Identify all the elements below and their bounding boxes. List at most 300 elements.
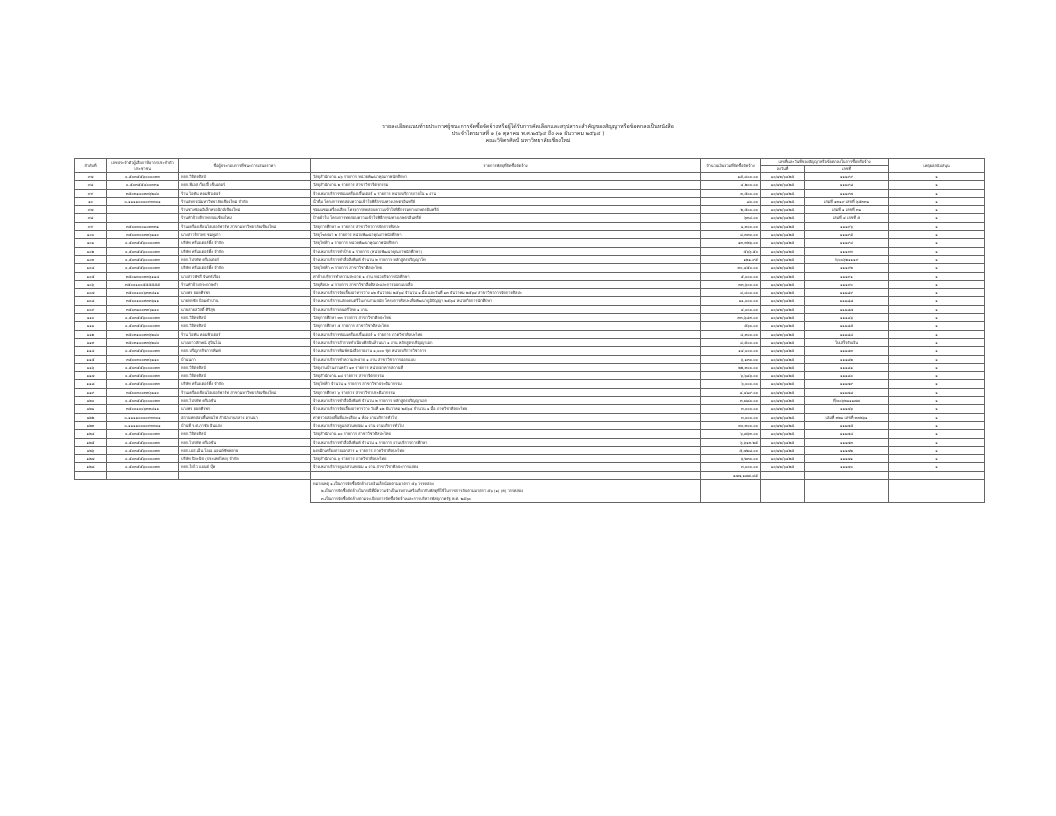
cell-amount: ๖,๗๖๓.๐๐ bbox=[701, 430, 761, 438]
cell-date: ๑๐/๑๒/๖๔๒๕ bbox=[761, 330, 805, 338]
table-row bbox=[75, 289, 985, 297]
cell-no: ๑๑๑ bbox=[75, 322, 107, 330]
cell-no: ๑๒๐ bbox=[75, 397, 107, 405]
table-row bbox=[75, 222, 985, 230]
cell-item: วัสดุสำนักงาน ๑๔ รายการ สาขาจิตรกรรม bbox=[311, 372, 701, 380]
cell-vendor: หจก.ไปรษัท ครีเอชั่น bbox=[179, 438, 311, 446]
col-header-taxid: เลขประจำตัวผู้เสียภาษีอากรประจำตัวประชาชน bbox=[107, 159, 179, 173]
cell-taxid: ๓๕๐๐๓๐๐๓๓๖๑๑๐ bbox=[107, 231, 179, 239]
cell-reason: ๑ bbox=[889, 222, 985, 230]
cell-no: ๑๒๔ bbox=[75, 430, 107, 438]
col-header-amount: จำนวนเงินรวมที่จัดซื้อจัดจ้าง bbox=[701, 159, 761, 173]
cell-item: วัสดุศิลปะ ๔ รายการ สาขาวิชาสื่อศิลปะและการออกแบบสื่อ bbox=[311, 280, 701, 288]
cell-date: ๑๐/๑๒/๖๔๒๕ bbox=[761, 446, 805, 454]
cell-amount: ๔,๔๑๙.๐๐ bbox=[701, 388, 761, 396]
cell-date: ๑๐/๑๒/๖๔๒๕ bbox=[761, 264, 805, 272]
table-row bbox=[75, 347, 985, 355]
cell-reason: ๑ bbox=[889, 305, 985, 313]
cell-no: ๑๒๒ bbox=[75, 413, 107, 421]
cell-amount: ๔,๓๐๐.๐๐ bbox=[701, 330, 761, 338]
cell-no: ๙๙ bbox=[75, 222, 107, 230]
cell-vendor: นางพร ยอดศิรพร bbox=[179, 289, 311, 297]
cell-taxid: ๐-๕๐๓๕๕๖๐๐๐๐๓๓ bbox=[107, 397, 179, 405]
cell-taxid bbox=[107, 214, 179, 222]
cell-reason: ๑ bbox=[889, 272, 985, 280]
cell-vendor: ร้านทำป้ายจีราพรรณเชียงใหม่ bbox=[179, 214, 311, 222]
cell-amount: ๖,๐๐๐.๐๐ bbox=[701, 380, 761, 388]
cell-taxid: ๓๕๐๐๓๐๐๓๓๖๑๑๐ bbox=[107, 355, 179, 363]
table-row bbox=[75, 380, 985, 388]
cell-date: ๑๐/๑๒/๖๔๒๕ bbox=[761, 372, 805, 380]
table-row bbox=[75, 206, 985, 214]
cell-date: ๑๐/๑๒/๖๔๒๕ bbox=[761, 272, 805, 280]
cell-no: ๑๒๕ bbox=[75, 438, 107, 446]
cell-taxid: ๐-๕๐๓๕๕๖๐๐๐๐๓๓ bbox=[107, 430, 179, 438]
cell-date: ๑๐/๑๒/๖๔๒๕ bbox=[761, 181, 805, 189]
cell-date: ๑๐/๑๒/๖๔๒๕ bbox=[761, 173, 805, 181]
cell-no: ๑๐๙ bbox=[75, 305, 107, 313]
col-header-reason: เหตุผลสนับสนุน bbox=[889, 159, 985, 173]
table-row bbox=[75, 214, 985, 222]
cell-refno: ๑๑๑๙๘ bbox=[805, 181, 889, 189]
cell-item: จ้างเหมาบริการทำสื่อสิ่งพิมพ์ จำนวน ๒ รายการ หลักสูตรปริญญาเอก bbox=[311, 397, 701, 405]
cell-reason: ๑ bbox=[889, 322, 985, 330]
note-row bbox=[75, 487, 985, 494]
cell-item: วัสดุงานบ้านงานครัว ๑๓ รายการ หน่วยอาคารสถานที่ bbox=[311, 363, 701, 371]
cell-taxid: ๓๕๐๓๑๐๐๓๓๖๑๑๐ bbox=[107, 305, 179, 313]
cell-item: วัสดุการศึกษา ๕ รายการ สาขาวิชาศิลปะไทย bbox=[311, 322, 701, 330]
cell-no: ๑๑๖ bbox=[75, 363, 107, 371]
cell-date: ๑๐/๑๒/๖๔๒๕ bbox=[761, 438, 805, 446]
cell-item: ผงหมึกเครื่องถ่ายเอกสาร ๑ รายการ ภาควิชาศิลปะไทย bbox=[311, 446, 701, 454]
cell-taxid: ๓๕๐๑๓๐๐๓๓๖๑๑๔ bbox=[107, 272, 179, 280]
table-row bbox=[75, 421, 985, 429]
cell-no: ๑๐๐ bbox=[75, 231, 107, 239]
cell-taxid: ๐-๑๑๑๑๐๐๐๐๙๓๓๐๑ bbox=[107, 197, 179, 205]
cell-amount: ๖,๑๓๐.๐๐ bbox=[701, 355, 761, 363]
cell-item: จ้างเหมาบริการจัดเลี้ยงอาหารว่าง ๑๒ ธันวาคม ๒๕๖๔ จำนวน ๑ มื้อ และวันที่ ๑๓ ธันวาคม ๒๕๖๔ สาขาวิชาการจัดการศิลปะ bbox=[311, 289, 701, 297]
cell-item: จ้างเหมาบริการสำรวจทำเนียบศิลปินล้านนา ๑ งาน หลักสูตรปริญญาเอก bbox=[311, 338, 701, 346]
cell-taxid: ๓๕๐๐๑๐๐๖๓๓๔๑๑ bbox=[107, 289, 179, 297]
cell-no: ๑๑๔ bbox=[75, 347, 107, 355]
cell-reason: ๑ bbox=[889, 206, 985, 214]
table-row bbox=[75, 231, 985, 239]
cell-vendor: ร้านช่างซ่อมอิเล็กทรอนิกส์เชียงใหม่ bbox=[179, 206, 311, 214]
cell-no: ๑๐๘ bbox=[75, 297, 107, 305]
cell-no: ๑๑๒ bbox=[75, 330, 107, 338]
cell-item: จ้างเหมาบริการซ่อมเครื่องปริ้นเตอร์ ๑ รายการ หน่วยบริการภายใน ๑ งาน bbox=[311, 189, 701, 197]
cell-item: วัสดุการศึกษา ๓๓ รายการ สาขาวิชาศิลปะไทย bbox=[311, 314, 701, 322]
cell-refno: ๑๑๑๘๑ bbox=[805, 363, 889, 371]
cell-refno: ๑๑๑๗๔ bbox=[805, 430, 889, 438]
cell-date: ๑๐/๑๒/๖๔๒๕ bbox=[761, 363, 805, 371]
cell-taxid: ๓๕๐๐๑๐๐๓๓๓๖๑๑ bbox=[107, 297, 179, 305]
table-row bbox=[75, 413, 985, 421]
cell-date: ๑๐/๑๒/๖๔๒๕ bbox=[761, 421, 805, 429]
cell-amount: ๓,๕๐๐.๐๐ bbox=[701, 189, 761, 197]
cell-amount: ๘๐.๐๐ bbox=[701, 197, 761, 205]
table-row bbox=[75, 247, 985, 255]
cell-amount: ๕๖๖.๕๐ bbox=[701, 247, 761, 255]
cell-vendor: หจก.เอส.เอ็น.โอเอ.แอนด์ซัพพลาย bbox=[179, 446, 311, 454]
cell-reason: ๑ bbox=[889, 421, 985, 429]
cell-vendor: หจก.วิจิตรศิลป์ bbox=[179, 363, 311, 371]
cell-reason: ๑ bbox=[889, 173, 985, 181]
table-row bbox=[75, 280, 985, 288]
cell-date: ๑๐/๑๒/๖๔๒๕ bbox=[761, 322, 805, 330]
table-row bbox=[75, 446, 985, 454]
table-row bbox=[75, 173, 985, 181]
cell-date: ๑๐/๑๒/๖๔๒๕ bbox=[761, 380, 805, 388]
cell-reason: ๑ bbox=[889, 455, 985, 463]
cell-refno: ๑๑๑๘๖ bbox=[805, 314, 889, 322]
cell-item: จ้างเหมาบริการจัดเลี้ยงอาหารว่าง วันที่ ๑๒ ธันวาคม ๒๕๖๔ จำนวน ๑ มื้อ ภาควิชาศิลปะไทย bbox=[311, 405, 701, 413]
cell-date: ๑๐/๑๒/๖๔๒๕ bbox=[761, 239, 805, 247]
cell-no: ๑๑๓ bbox=[75, 338, 107, 346]
cell-amount: ๕,๐๐๐.๐๐ bbox=[701, 272, 761, 280]
cell-taxid: ๐-๕๐๓๕๕๖๐๐๐๐๓๓ bbox=[107, 446, 179, 454]
cell-item: วัสดุสำนักงาน ๑๐ รายการ สาขาวิชาศิลปะไทย bbox=[311, 430, 701, 438]
cell-no: ๑๒๓ bbox=[75, 421, 107, 429]
cell-date: ๑๐/๑๒/๖๔๒๕ bbox=[761, 297, 805, 305]
cell-no: ๑๒๗ bbox=[75, 455, 107, 463]
cell-refno: ๑๑๑๙๔ bbox=[805, 239, 889, 247]
cell-amount: ๓,๐๐๐.๐๐ bbox=[701, 463, 761, 471]
table-row bbox=[75, 397, 985, 405]
cell-no: ๑๐ bbox=[75, 197, 107, 205]
report-title-line-3: คณะวิจิตรศิลป์ มหาวิทยาลัยเชียงใหม่ bbox=[485, 138, 571, 144]
cell-vendor: นายสายสวัสดิ์ ศิริสุข bbox=[179, 305, 311, 313]
cell-vendor: หจก.วิจิตรศิลป์ bbox=[179, 173, 311, 181]
cell-item: จ้างเหมาบริการทำป้าย ๑ รายการ (หน่วยพัฒนาคุณภาพนักศึกษา) bbox=[311, 247, 701, 255]
cell-refno: เล่มที่ ๓๒๑ เลขที่ ๓๓๒๖๑ bbox=[805, 413, 889, 421]
cell-refno: ๑๑๑๗๙ bbox=[805, 380, 889, 388]
cell-no: ๑๒๖ bbox=[75, 446, 107, 454]
cell-taxid: ๐-๕๐๓๕๕๖๐๐๐๐๓๓ bbox=[107, 247, 179, 255]
cell-no: ๑๐๖ bbox=[75, 280, 107, 288]
cell-date: ๑๐/๑๒/๖๔๒๕ bbox=[761, 388, 805, 396]
cell-amount: ๖,๒๓๐.๐๐ bbox=[701, 455, 761, 463]
table-row bbox=[75, 463, 985, 471]
table-row bbox=[75, 305, 985, 313]
cell-reason: ๑ bbox=[889, 247, 985, 255]
cell-vendor: ร้านเครื่องเขียนไฮเปอร์พาร์ท สาขามหาวิทยาลัยเชียงใหม่ bbox=[179, 388, 311, 396]
cell-no: ๑๑๙ bbox=[75, 388, 107, 396]
cell-amount: ๓๐,๓๐๐.๐๐ bbox=[701, 421, 761, 429]
cell-vendor: บ้านนภา bbox=[179, 355, 311, 363]
cell-no: ๙๘ bbox=[75, 214, 107, 222]
cell-item: น้ำดื่ม โครงการทดสอบความเข้าใจพิธีกรรมทางเกษตรอินทรีย์ bbox=[311, 197, 701, 205]
note-row bbox=[75, 479, 985, 487]
cell-taxid: ๐-๕๐๓๕๕๖๐๐๐๐๓๓ bbox=[107, 173, 179, 181]
cell-taxid: ๓๕๐๐๓๐๐๑๐๓๓๓๑ bbox=[107, 222, 179, 230]
table-row bbox=[75, 264, 985, 272]
cell-item: จ้างเหมาบริการพิมพ์หนังสือรายงาน ๑,๐๐๐ ชุด หน่วยบริการวิชาการ bbox=[311, 347, 701, 355]
cell-reason: ๑ bbox=[889, 388, 985, 396]
cell-refno: เล่มที่ ๑๓๑๙ เลขที่ ๖๕๓๓๑ bbox=[805, 197, 889, 205]
cell-taxid: ๐-๕๐๓๕๕๖๐๐๐๐๓๓ bbox=[107, 255, 179, 263]
cell-vendor: หจก.ปรีญกรกิจการพิมพ์ bbox=[179, 347, 311, 355]
cell-vendor: ร้าน ไอทัน คอมพิวเตอร์ bbox=[179, 189, 311, 197]
cell-item: ค่าตรวจสอบพื้นที่และเสียง ๑ ห้อง งานบริการทั่วไป bbox=[311, 413, 701, 421]
cell-date: ๑๐/๑๒/๖๔๒๕ bbox=[761, 255, 805, 263]
cell-reason: ๑ bbox=[889, 297, 985, 305]
cell-taxid: ๓๕๐๐๓๐๐๓๓๖๑๑๐ bbox=[107, 388, 179, 396]
cell-amount: ๔,๒๐๐.๐๐ bbox=[701, 181, 761, 189]
cell-date: ๑๐/๑๒/๖๔๒๕ bbox=[761, 214, 805, 222]
cell-vendor: ร้าน ไอทัน คอมพิวเตอร์ bbox=[179, 330, 311, 338]
col-header-vendor: ชื่อผู้ประกอบการที่ชนะการเสนอราคา bbox=[179, 159, 311, 173]
cell-reason: ๑ bbox=[889, 231, 985, 239]
cell-taxid: ๓๕๐๐๑๐๐๕๕๕๕๕๕ bbox=[107, 280, 179, 288]
table-body bbox=[75, 173, 985, 472]
cell-amount: ๓,๐๐๐.๐๐ bbox=[701, 413, 761, 421]
cell-refno: ๑๑๑๘๔ bbox=[805, 330, 889, 338]
cell-taxid: ๐-๑๑๑๑๐๐๐๐๙๓๓๐๑ bbox=[107, 413, 179, 421]
cell-date: ๑๐/๑๒/๖๔๒๕ bbox=[761, 222, 805, 230]
col-header-item: รายการพัสดุที่จัดซื้อจัดจ้าง bbox=[311, 159, 701, 173]
cell-item: วัสดุสำนักงาน ๑๖ รายการ หน่วยพัฒนาคุณภาพนักศึกษา bbox=[311, 173, 701, 181]
cell-taxid: ๓๕๐๓๑๐๐๓๓๖๒๔๐ bbox=[107, 338, 179, 346]
cell-refno: ๑๑๑๘๕ bbox=[805, 322, 889, 330]
cell-date: ๑๐/๑๒/๖๔๒๕ bbox=[761, 305, 805, 313]
table-row bbox=[75, 197, 985, 205]
cell-refno: ๑๑๑๘๒ bbox=[805, 355, 889, 363]
cell-date: ๑๐/๑๒/๖๔๒๕ bbox=[761, 247, 805, 255]
cell-refno: ๑๑๑๗๘ bbox=[805, 388, 889, 396]
procurement-table bbox=[74, 158, 985, 503]
cell-reason: ๑ bbox=[889, 397, 985, 405]
cell-taxid: ๐-๕๐๓๕๕๖๐๐๐๐๓๓ bbox=[107, 438, 179, 446]
cell-refno: ก/๐๐๖๒๑๑๑๙ bbox=[805, 255, 889, 263]
cell-date: ๑๐/๑๒/๖๔๒๕ bbox=[761, 338, 805, 346]
cell-refno: เล่มที่ ๔ เลขที่ ๕ bbox=[805, 214, 889, 222]
cell-item: จ้างเหมาบริการดูแลสวนหย่อม ๑ งาน สาขาวิชาศิลปะการแสดง bbox=[311, 463, 701, 471]
cell-vendor: หจก.พีเอส ก๊อปปี้ เซ็นเตอร์ bbox=[179, 181, 311, 189]
cell-amount: ๔,๔๐๐.๐๐ bbox=[701, 289, 761, 297]
cell-amount: ๑,๓๐๐.๐๐ bbox=[701, 222, 761, 230]
cell-vendor: บ้านที่ ร.ศ.ภาชัย อินแสง bbox=[179, 421, 311, 429]
cell-refno: ๑๑๑๙๗ bbox=[805, 189, 889, 197]
cell-reason: ๑ bbox=[889, 338, 985, 346]
cell-vendor: หจก.วิจิตรศิลป์ bbox=[179, 314, 311, 322]
cell-refno: ใบเสร็จรับเงิน bbox=[805, 338, 889, 346]
table-row bbox=[75, 355, 985, 363]
cell-reason: ๑ bbox=[889, 355, 985, 363]
cell-item: วัสดุไฟฟ้า จำนวน ๑ รายการ สาขาวิชาประติมากรรม bbox=[311, 380, 701, 388]
cell-reason: ๑ bbox=[889, 347, 985, 355]
cell-date: ๑๐/๑๒/๖๔๒๕ bbox=[761, 455, 805, 463]
cell-no: ๑๐๓ bbox=[75, 255, 107, 263]
cell-vendor: นางเยาวลักษณ์ สุปินโณ bbox=[179, 338, 311, 346]
cell-item: ซ่อมแซมเครื่องเสียง โครงการทดสอบความเข้าใจพิธีกรรมทางเกษตรอินทรีย์ bbox=[311, 206, 701, 214]
report-title-line-2: ประจำไตรมาสที่ ๑ (๑ ตุลาคม พ.ศ.๒๕๖๔ ถึง ๓๑ ธันวาคม ๒๕๖๔ ) bbox=[451, 131, 605, 137]
cell-amount: ๖,๖๘๖.๐๐ bbox=[701, 372, 761, 380]
cell-item: จ้างเหมาบริการทำสื่อสิ่งพิมพ์ จำนวน ๒ รายการ หลักสูตรปริญญาโท bbox=[311, 255, 701, 263]
cell-item: วัสดุไฟฟ้า ๓ รายการ สาขาวิชาศิลปะไทย bbox=[311, 264, 701, 272]
cell-reason: ๑ bbox=[889, 189, 985, 197]
cell-date: ๑๐/๑๒/๖๔๒๕ bbox=[761, 280, 805, 288]
cell-item: จ้างเหมาบริการทำความสะอาด ๑ งาน สาขาวิชาการออกแบบ bbox=[311, 355, 701, 363]
cell-reason: ๑ bbox=[889, 280, 985, 288]
cell-reason: ๑ bbox=[889, 380, 985, 388]
cell-amount: ๑๓,๓๒๖.๐๐ bbox=[701, 239, 761, 247]
cell-item: จ้างเหมาบริการทำสื่อสิ่งพิมพ์ จำนวน ๑ รายการ งานบริการการศึกษา bbox=[311, 438, 701, 446]
cell-reason: ๑ bbox=[889, 181, 985, 189]
cell-no: ๑๐๕ bbox=[75, 272, 107, 280]
cell-vendor: หจก.ใยไว แอนด์ บุ๊ค bbox=[179, 463, 311, 471]
cell-no: ๑๑๕ bbox=[75, 355, 107, 363]
cell-taxid: ๐-๕๐๓๕๕๔๐๐๓๓๑ bbox=[107, 181, 179, 189]
cell-refno: ๑๑๑๙๙ bbox=[805, 173, 889, 181]
cell-no: ๑๒๘ bbox=[75, 463, 107, 471]
cell-vendor: นายพรชัย ป้อมคำปาน bbox=[179, 297, 311, 305]
cell-amount: ๑๒๑.๙๕ bbox=[701, 255, 761, 263]
cell-refno: ๑๑๑๗๒ bbox=[805, 446, 889, 454]
cell-taxid: ๐-๕๐๓๕๕๖๐๐๐๐๓๓ bbox=[107, 264, 179, 272]
cell-date: ๑๐/๑๒/๖๔๒๕ bbox=[761, 197, 805, 205]
cell-date: ๑๐/๑๒/๖๔๒๕ bbox=[761, 314, 805, 322]
cell-vendor: หจก.วิจิตรศิลป์ bbox=[179, 322, 311, 330]
cell-refno: ๑๑๑๗๓ bbox=[805, 438, 889, 446]
cell-no: ๙๙ bbox=[75, 189, 107, 197]
cell-amount: ๔,๕๐๐.๐๐ bbox=[701, 338, 761, 346]
cell-amount: ๑๕,๔๐๐.๐๐ bbox=[701, 173, 761, 181]
cell-amount: ๓๓,๖๐๐.๐๐ bbox=[701, 280, 761, 288]
cell-reason: ๑ bbox=[889, 197, 985, 205]
cell-no: ๑๐๔ bbox=[75, 264, 107, 272]
cell-refno: ๑๑๑๗๑ bbox=[805, 455, 889, 463]
table-row bbox=[75, 297, 985, 305]
cell-reason: ๑ bbox=[889, 239, 985, 247]
cell-amount: ๕๖๐.๐๐ bbox=[701, 322, 761, 330]
cell-reason: ๑ bbox=[889, 255, 985, 263]
cell-amount: ๔,๓๓๐.๐๐ bbox=[701, 231, 761, 239]
note-row bbox=[75, 495, 985, 503]
cell-taxid: ๐-๕๐๓๕๕๖๐๐๐๐๓๓ bbox=[107, 380, 179, 388]
cell-taxid: ๐-๕๐๓๕๕๖๐๐๐๐๓๓ bbox=[107, 455, 179, 463]
cell-taxid: ๓๕๐๓๑๐๐๓๓๖๒๔๐ bbox=[107, 189, 179, 197]
total-row bbox=[75, 471, 985, 479]
cell-no: ๑๐๗ bbox=[75, 289, 107, 297]
cell-date: ๑๐/๑๒/๖๔๒๕ bbox=[761, 405, 805, 413]
cell-reason: ๑ bbox=[889, 264, 985, 272]
cell-no: ๙๗ bbox=[75, 206, 107, 214]
table-row bbox=[75, 405, 985, 413]
cell-vendor: บริษัท ครีเอเตอร์คิ้ง จำกัด bbox=[179, 264, 311, 272]
cell-refno: ๑๑๑๘๘ bbox=[805, 297, 889, 305]
table-row bbox=[75, 239, 985, 247]
cell-taxid: ๓๕๐๐๑๐๐๖๓๓๔๑๑ bbox=[107, 405, 179, 413]
cell-reason: ๑ bbox=[889, 463, 985, 471]
table-row bbox=[75, 363, 985, 371]
cell-no: ๑๑๐ bbox=[75, 314, 107, 322]
cell-amount: ๑๔,๐๐๐.๐๐ bbox=[701, 347, 761, 355]
cell-amount: ๒,๕๐๐.๐๐ bbox=[701, 206, 761, 214]
cell-vendor: หจก.วิจิตรศิลป์ bbox=[179, 372, 311, 380]
cell-reason: ๑ bbox=[889, 405, 985, 413]
cell-taxid bbox=[107, 206, 179, 214]
col-header-no: ลำดับที่ bbox=[75, 159, 107, 173]
cell-taxid: ๐-๕๐๓๕๕๖๐๐๐๐๓๓ bbox=[107, 314, 179, 322]
cell-refno: ๑๑๑๙๑ bbox=[805, 272, 889, 280]
cell-amount: ๑๑,๐๐๐.๐๐ bbox=[701, 297, 761, 305]
cell-amount: ๕,๗๒๘.๐๐ bbox=[701, 446, 761, 454]
cell-vendor: หจก.ไปรษัท ครีเอเตอร์ bbox=[179, 255, 311, 263]
cell-refno: ๑๑๑๘๐ bbox=[805, 372, 889, 380]
cell-taxid: ๐-๕๐๓๕๕๖๐๐๐๐๓๓ bbox=[107, 347, 179, 355]
cell-vendor: บริษัท ครีเอเตอร์คิ้ง จำกัด bbox=[179, 239, 311, 247]
table-row bbox=[75, 455, 985, 463]
cell-taxid: ๐-๕๐๓๕๕๖๐๐๐๐๓๓ bbox=[107, 463, 179, 471]
note-3: ๓.เป็นการจัดซื้อจัดจ้างตามระเบียบการจัดซื้อจัดจ้างและการบริหารพัสดุภาครัฐ พ.ศ. ๒๕๖๐ bbox=[311, 495, 701, 503]
cell-refno: ๑๑๑๙๖ bbox=[805, 222, 889, 230]
cell-amount: ๖,๖๑๓.๒๕ bbox=[701, 438, 761, 446]
table-row bbox=[75, 438, 985, 446]
table-row bbox=[75, 430, 985, 438]
cell-reason: ๑ bbox=[889, 289, 985, 297]
cell-taxid: ๐-๕๐๓๕๕๖๐๐๐๐๓๓ bbox=[107, 239, 179, 247]
cell-item: วัสดุการศึกษา ๖ รายการ สาขาวิชาประติมากรรม bbox=[311, 388, 701, 396]
cell-vendor: ร้านสหกรณ์มหาวิทยาลัยเชียงใหม่ จำกัด bbox=[179, 197, 311, 205]
cell-refno: ๑๑๑๗๖ bbox=[805, 405, 889, 413]
cell-vendor: สถานทดสอบพื้นทนไฟ สำนักงานกลาง อานนา bbox=[179, 413, 311, 421]
cell-vendor: หจก.ไปรษัท ครีเอชั่น bbox=[179, 397, 311, 405]
cell-no: ๙๘ bbox=[75, 181, 107, 189]
cell-vendor: บริษัท ครีเอเตอร์คิ้ง จำกัด bbox=[179, 247, 311, 255]
cell-amount: ๓๓,๖๔๓.๐๐ bbox=[701, 314, 761, 322]
table-row bbox=[75, 372, 985, 380]
cell-refno: ๑๑๑๘๗ bbox=[805, 305, 889, 313]
note-2: ๒.เป็นการจัดซื้อจัดจ้างในกรณีที่มีความจำเป็นเร่งด่วนหรือเกี่ยวกับพัสดุที่ใช้ในราชการลับตามมาตรา ๕๖ (๑) (ค) วรรคสอง bbox=[311, 487, 701, 494]
table-row bbox=[75, 388, 985, 396]
cell-vendor: บริษัท ครีเอเตอร์คิ้ง จำกัด bbox=[179, 380, 311, 388]
cell-reason: ๑ bbox=[889, 430, 985, 438]
cell-date: ๑๐/๑๒/๖๔๒๕ bbox=[761, 430, 805, 438]
col-header-contract-ref: เลขที่และวันที่ของสัญญาหรือข้อตกลงในการซื้อหรือจ้าง bbox=[761, 159, 889, 166]
cell-reason: ๑ bbox=[889, 330, 985, 338]
cell-amount: ๓๐,๔๕๐.๐๐ bbox=[701, 264, 761, 272]
cell-vendor: นางสาวพัชรี จันทร์เรือง bbox=[179, 272, 311, 280]
cell-vendor: นางพร ยอดศิรพร bbox=[179, 405, 311, 413]
cell-item: จ้างเหมาบริการซ่อมเครื่องปริ้นเตอร์ ๑ รายการ ภาควิชาศิลปะไทย bbox=[311, 330, 701, 338]
cell-amount: ๓,๗๘๐.๐๐ bbox=[701, 397, 761, 405]
cell-refno: ๑๑๑๙๒ bbox=[805, 264, 889, 272]
cell-refno: ๑๑๑๗๕ bbox=[805, 421, 889, 429]
cell-item: จ้างเหมาบริการดูแลสวนหย่อม ๑ งาน งานบริการทั่วไป bbox=[311, 421, 701, 429]
table-row bbox=[75, 338, 985, 346]
cell-no: ๑๑๘ bbox=[75, 380, 107, 388]
cell-taxid: ๓๕๐๓๑๐๐๓๓๖๒๔๐ bbox=[107, 330, 179, 338]
cell-item: ค่าจ้างบริการทำความสะอาด ๑ งาน หน่วยกิจการนักศึกษา bbox=[311, 272, 701, 280]
col-header-date: ลงวันที่ bbox=[761, 166, 805, 173]
cell-reason: ๑ bbox=[889, 438, 985, 446]
cell-reason: ๑ bbox=[889, 314, 985, 322]
cell-taxid: ๐-๕๐๓๕๕๖๐๐๐๐๓๓ bbox=[107, 322, 179, 330]
cell-no: ๑๐๒ bbox=[75, 247, 107, 255]
cell-vendor: ร้านทำป้ายกระดาษดำ bbox=[179, 280, 311, 288]
cell-date: ๑๐/๑๒/๖๔๒๕ bbox=[761, 413, 805, 421]
cell-refno: ๑๑๑๙๐ bbox=[805, 280, 889, 288]
cell-reason: ๑ bbox=[889, 413, 985, 421]
cell-amount: ๖๓๔.๐๐ bbox=[701, 214, 761, 222]
cell-refno: ที่/๐๐๖๒๑๑๑๗๗ bbox=[805, 397, 889, 405]
cell-reason: ๑ bbox=[889, 372, 985, 380]
cell-item: วัสดุไฟฟ้า ๑ รายการ หน่วยพัฒนาคุณภาพนักศึกษา bbox=[311, 239, 701, 247]
cell-amount: ๒๒,๓๐๐.๐๐ bbox=[701, 363, 761, 371]
table-row bbox=[75, 314, 985, 322]
total-amount: ๑๗๗,๑๗๗.๔๕ bbox=[701, 471, 761, 479]
